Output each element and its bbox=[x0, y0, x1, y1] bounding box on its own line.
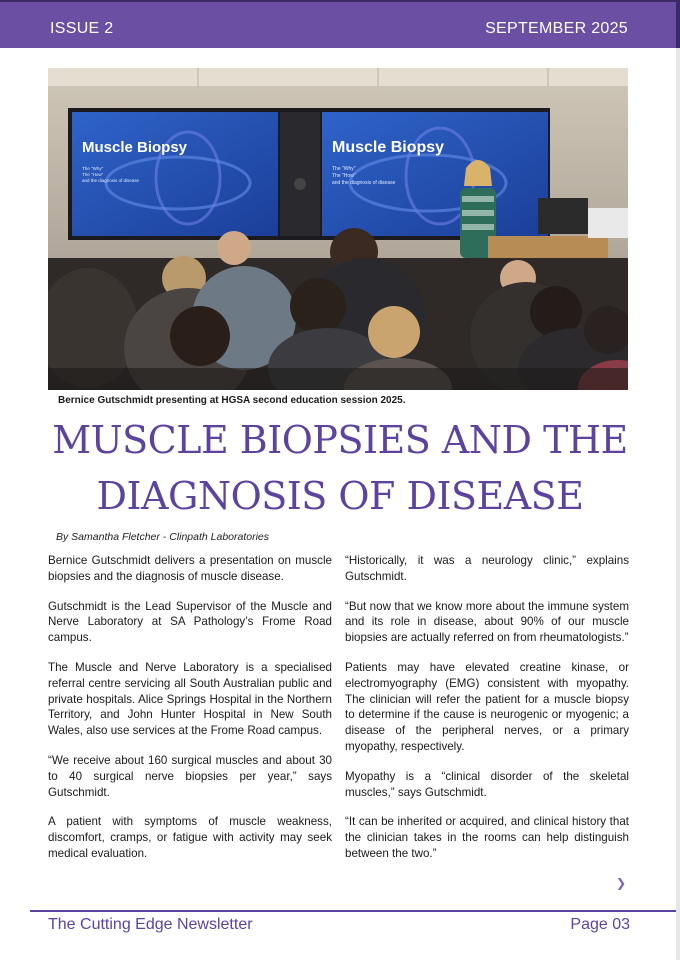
right-slide-line-1: The "Why" bbox=[332, 166, 356, 172]
footer-divider bbox=[30, 910, 676, 912]
presentation-photo bbox=[48, 68, 628, 390]
paragraph: Gutschmidt is the Lead Supervisor of the Muscle and Nerve Laboratory at SA Pathology’s Frome Road campus. bbox=[48, 599, 332, 645]
paragraph: “It can be inherited or acquired, and clinical history that the clinician takes in the rooms can help distinguish between the two.” bbox=[345, 815, 629, 860]
paragraph: A patient with symptoms of muscle weakness, discomfort, cramps, or fatigue with activity may seek medical evaluation. bbox=[48, 815, 332, 860]
paragraph: “We receive about 160 surgical muscles and about 30 to 40 surgical nerve biopsies per year,” says Gutschmidt. bbox=[48, 753, 332, 799]
right-slide-line-3: and the diagnosis of disease bbox=[332, 180, 396, 186]
page-edge bbox=[676, 0, 680, 960]
left-slide-line-1: The "Why" bbox=[82, 166, 104, 171]
paragraph: “But now that we know more about the immune system and its role in disease, about 90% of our muscle biopsies are actually referred on from rheumatologists.” bbox=[345, 599, 629, 645]
photo-caption: Bernice Gutschmidt presenting at HGSA second education session 2025. bbox=[58, 395, 406, 406]
paragraph: The Muscle and Nerve Laboratory is a specialised referral centre servicing all South Australian public and private hospitals. Alice Springs Hospital in the Northern Territory, and John Hunter Hospital in New South Wales, also use services at the Frome Road campus. bbox=[48, 660, 332, 738]
left-slide-line-3: and the diagnosis of disease bbox=[82, 178, 140, 183]
right-slide-line-2: The "How" bbox=[332, 173, 356, 179]
byline: By Samantha Fletcher - Clinpath Laboratories bbox=[56, 531, 270, 543]
issue-label: ISSUE 2 bbox=[50, 20, 114, 37]
right-slide-title: Muscle Biopsy bbox=[332, 139, 445, 156]
left-slide-line-2: The "How" bbox=[82, 172, 104, 177]
newsletter-name: The Cutting Edge Newsletter bbox=[48, 916, 253, 933]
article-column-left bbox=[48, 553, 332, 876]
headline-line-2: DIAGNOSIS OF DISEASE bbox=[96, 474, 584, 518]
article-column-right bbox=[345, 553, 629, 876]
article-headline bbox=[40, 412, 640, 524]
paragraph: Patients may have elevated creatine kinase, or electromyography (EMG) consistent with myopathy. The clinician will refer the patient for a muscle biopsy to determine if the cause is neurogenic or myogenic; a disease of the peripheral nerves, or a primary myopathy, respectively. bbox=[345, 660, 629, 753]
headline-line-1: MUSCLE BIOPSIES AND THE bbox=[52, 418, 628, 462]
page-number: Page 03 bbox=[570, 916, 630, 933]
paragraph: Myopathy is a “clinical disorder of the skeletal muscles,” says Gutschmidt. bbox=[345, 769, 629, 799]
left-slide-title: Muscle Biopsy bbox=[82, 139, 188, 156]
issue-date: SEPTEMBER 2025 bbox=[485, 20, 628, 37]
paragraph: “Historically, it was a neurology clinic,” explains Gutschmidt. bbox=[345, 554, 629, 583]
header-bar bbox=[0, 0, 676, 48]
paragraph: Bernice Gutschmidt delivers a presentation on muscle biopsies and the diagnosis of muscle disease. bbox=[48, 554, 332, 583]
chevron-right-icon[interactable]: ❯ bbox=[616, 876, 627, 890]
